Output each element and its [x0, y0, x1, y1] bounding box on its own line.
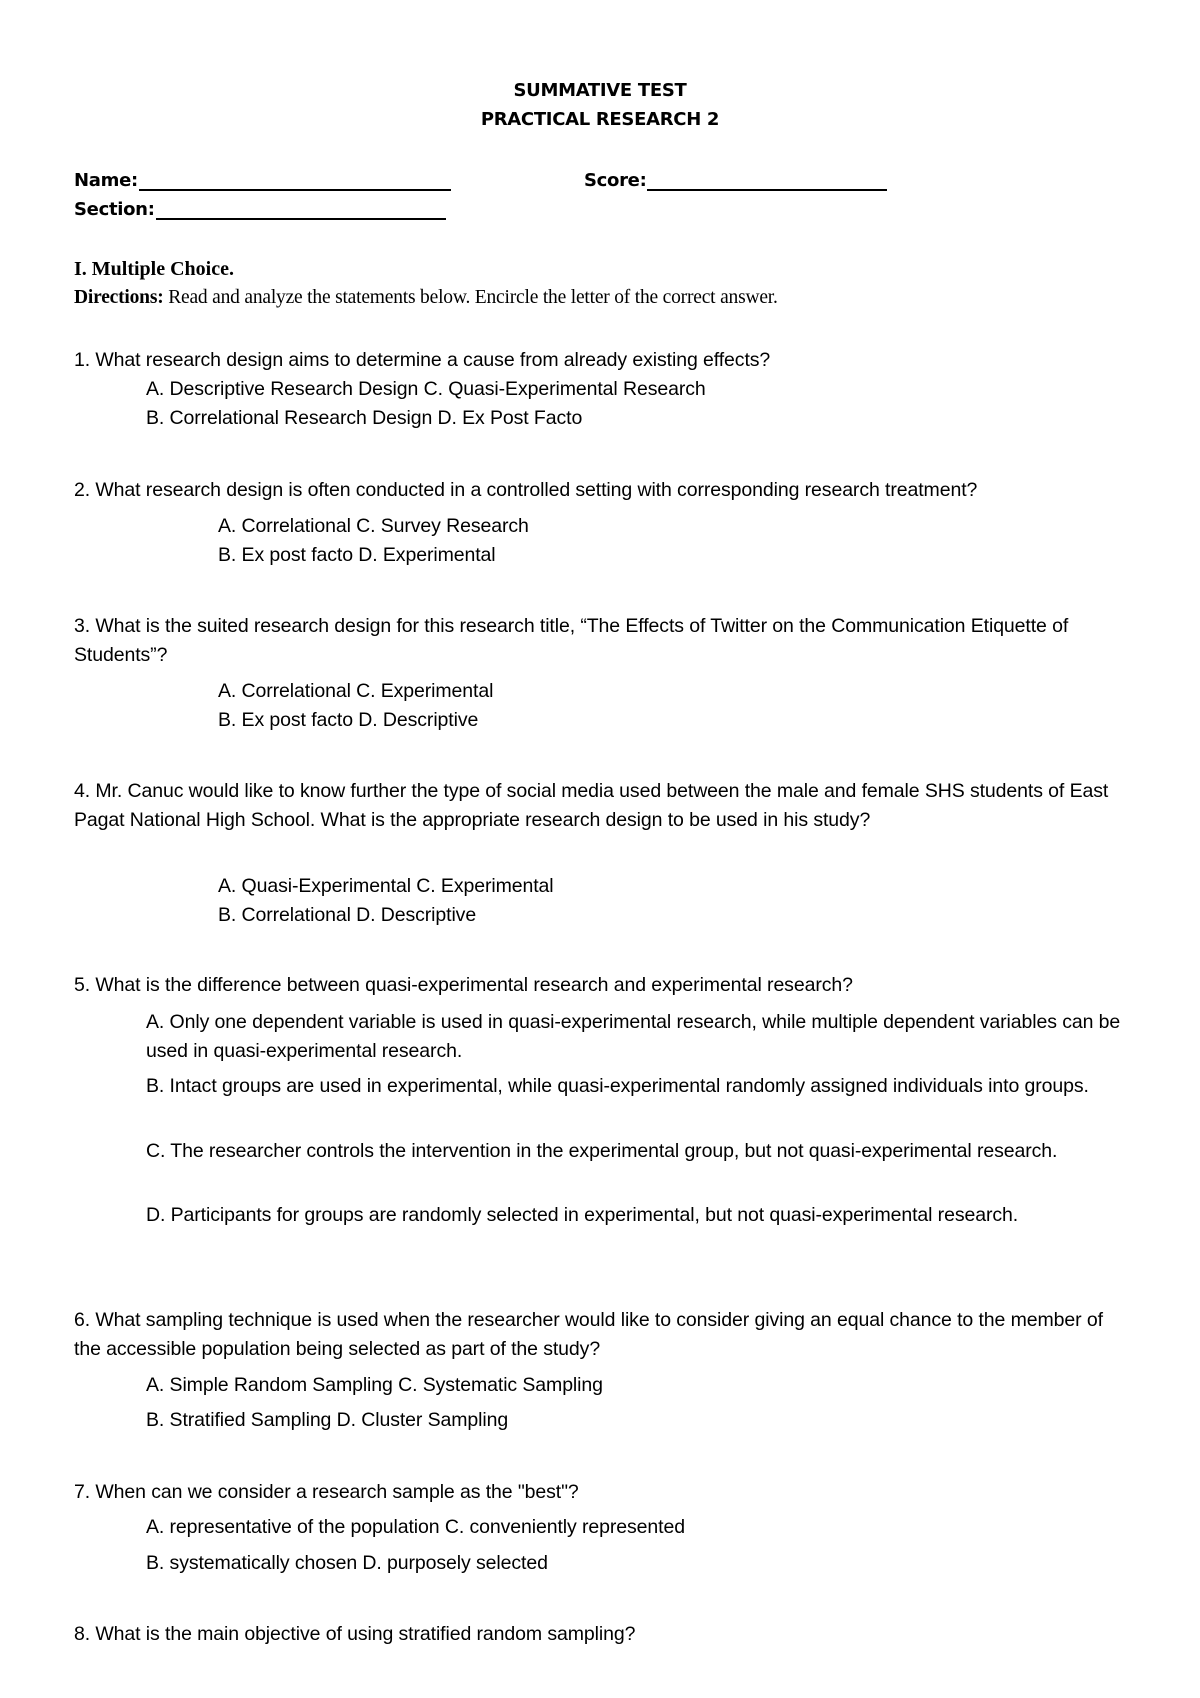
score-blank[interactable]	[647, 173, 887, 191]
name-label: Name:	[74, 170, 138, 191]
q4-options-row-1: A. Quasi-Experimental C. Experimental	[218, 875, 554, 897]
name-field[interactable]	[74, 170, 451, 191]
q5-option-d: D. Participants for groups are randomly selected in experimental, but not quasi-experimental research.	[146, 1204, 1019, 1226]
question-7: 7. When can we consider a research sample as the "best"?	[74, 1481, 579, 1503]
q2-options-row-2: B. Ex post facto D. Experimental	[218, 544, 496, 566]
score-label: Score:	[584, 170, 647, 191]
section-field[interactable]	[74, 199, 446, 220]
test-title: SUMMATIVE TEST	[513, 80, 687, 101]
q7-options-row-2: B. systematically chosen D. purposely selected	[146, 1552, 548, 1574]
q5-option-c: C. The researcher controls the intervention in the experimental group, but not quasi-experimental research.	[146, 1140, 1058, 1162]
q5-option-b: B. Intact groups are used in experimental, while quasi-experimental randomly assigned individuals into groups.	[146, 1075, 1089, 1097]
score-field[interactable]	[584, 170, 887, 191]
name-blank[interactable]	[139, 173, 451, 191]
question-8: 8. What is the main objective of using stratified random sampling?	[74, 1623, 636, 1645]
q3-options-row-2: B. Ex post facto D. Descriptive	[218, 709, 479, 731]
question-3: 3. What is the suited research design for this research title, “The Effects of Twitter on the Communication Etiquette of Students”?	[74, 615, 1069, 666]
directions	[74, 287, 778, 309]
question-4: 4. Mr. Canuc would like to know further the type of social media used between the male and female SHS students of East Pagat National High School. What is the appropriate research design to be used in his study?	[74, 780, 1109, 831]
q1-options-row-1: A. Descriptive Research Design C. Quasi-Experimental Research	[146, 378, 706, 400]
q7-options-row-1: A. representative of the population C. conveniently represented	[146, 1516, 685, 1538]
section-blank[interactable]	[156, 202, 446, 220]
directions-label: Directions:	[74, 287, 164, 308]
q1-options-row-2: B. Correlational Research Design D. Ex Post Facto	[146, 407, 583, 429]
question-5: 5. What is the difference between quasi-experimental research and experimental research?	[74, 974, 853, 996]
question-2: 2. What research design is often conducted in a controlled setting with corresponding research treatment?	[74, 479, 978, 501]
q6-options-row-1: A. Simple Random Sampling C. Systematic Sampling	[146, 1374, 603, 1396]
q5-option-a: A. Only one dependent variable is used in quasi-experimental research, while multiple dependent variables can be used in quasi-experimental research.	[146, 1011, 1121, 1062]
q6-options-row-2: B. Stratified Sampling D. Cluster Sampling	[146, 1409, 509, 1431]
q2-options-row-1: A. Correlational C. Survey Research	[218, 515, 529, 537]
section-label: Section:	[74, 199, 155, 220]
question-6: 6. What sampling technique is used when the researcher would like to consider giving an equal chance to the member of the accessible population being selected as part of the study?	[74, 1309, 1103, 1360]
question-1: 1. What research design aims to determine a cause from already existing effects?	[74, 349, 771, 371]
directions-text: Read and analyze the statements below. Encircle the letter of the correct answer.	[163, 287, 778, 308]
q4-options-row-2: B. Correlational D. Descriptive	[218, 904, 477, 926]
q3-options-row-1: A. Correlational C. Experimental	[218, 680, 494, 702]
subject-title: PRACTICAL RESEARCH 2	[480, 109, 720, 130]
section-heading: I. Multiple Choice.	[74, 258, 234, 280]
